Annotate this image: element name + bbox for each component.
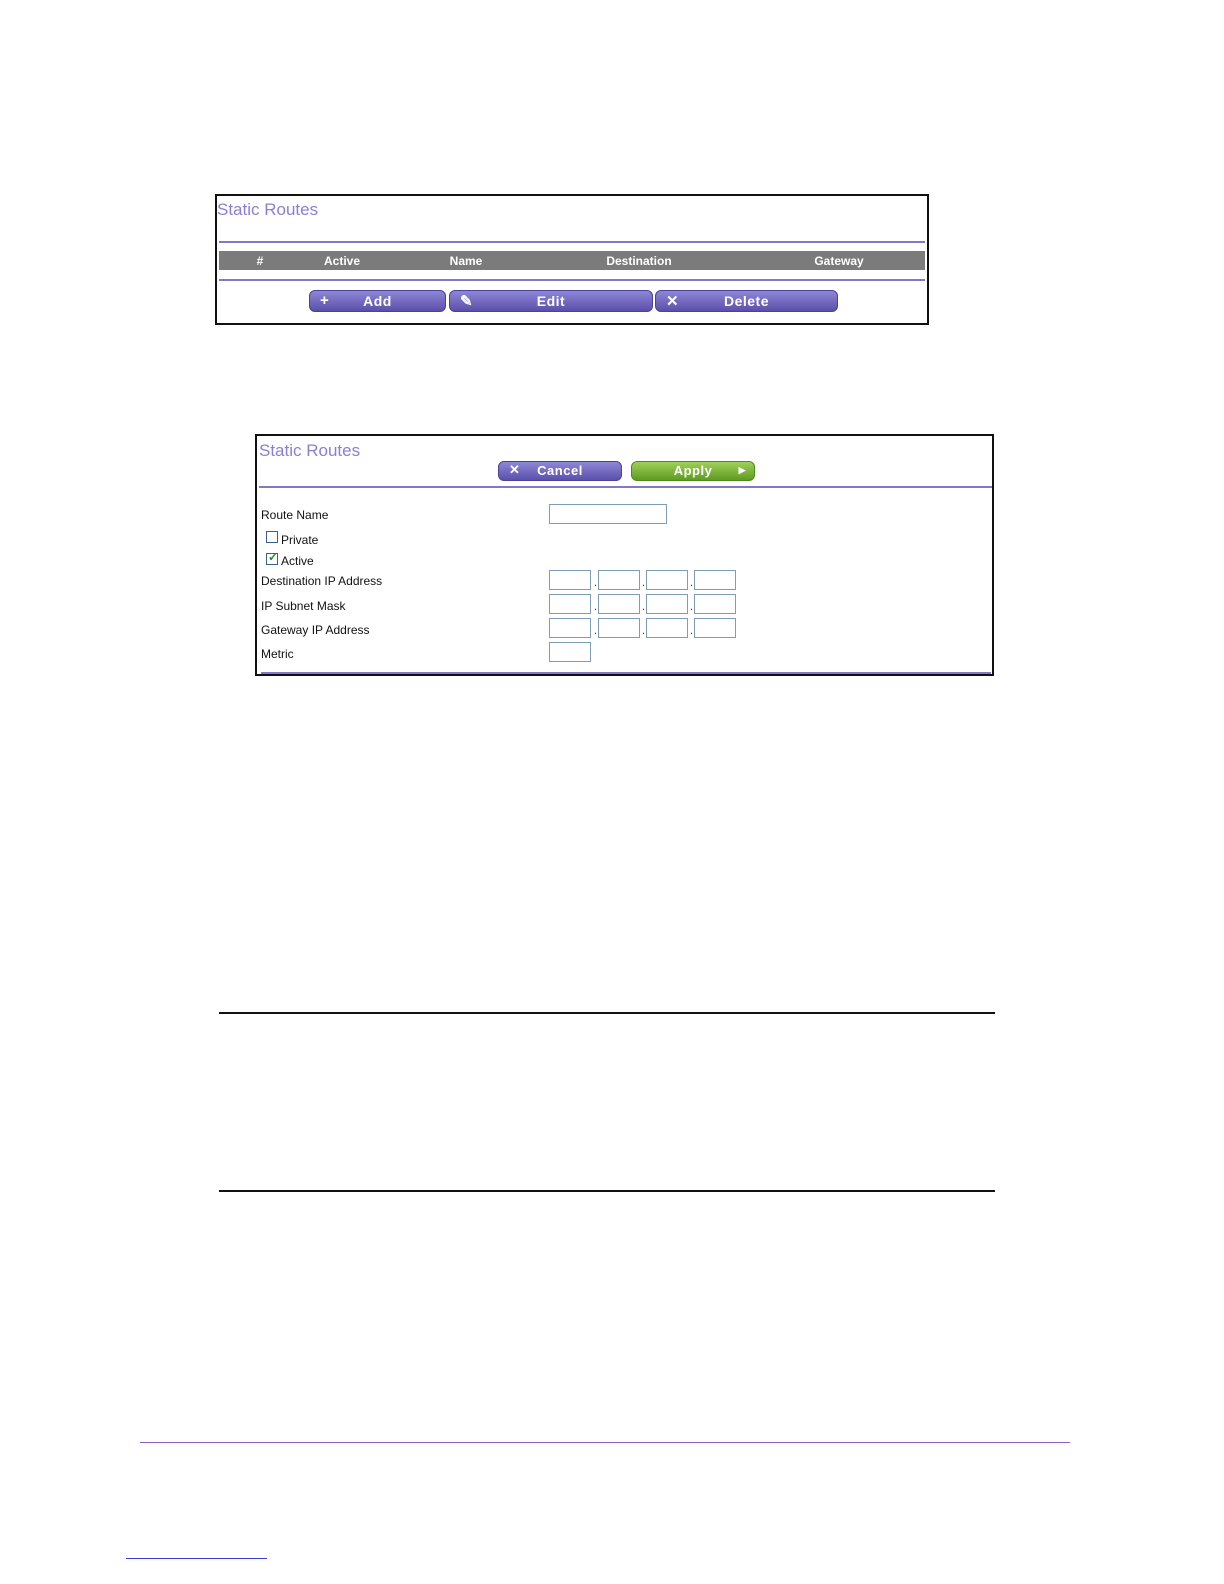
destination-ip-label: Destination IP Address [261,574,383,588]
delete-button[interactable] [655,290,838,312]
edit-button-label: Edit [536,293,566,309]
subnet-mask-octet-1[interactable] [549,594,591,614]
octet-separator: . [642,577,646,589]
destination-ip-octet-4[interactable] [694,570,736,590]
column-header-name: Name [449,254,483,268]
octet-separator: . [594,577,598,589]
apply-button[interactable] [631,461,755,481]
footer-link-underline[interactable] [126,1558,267,1559]
table-header [219,251,925,270]
divider [261,672,991,674]
gateway-ip-octet-1[interactable] [549,618,591,638]
cancel-button[interactable] [498,461,622,481]
checkmark-icon: ✓ [268,550,279,564]
add-button[interactable] [309,290,446,312]
column-header-active: Active [323,254,361,268]
divider [219,241,925,243]
octet-separator: . [690,601,694,613]
note-bottom-rule [219,1190,995,1192]
gateway-ip-octet-2[interactable] [598,618,640,638]
panel-title: Static Routes [259,441,361,460]
edit-button[interactable] [449,290,653,312]
arrow-right-icon: ▶ [738,465,746,475]
gateway-ip-label: Gateway IP Address [261,623,370,637]
panel-title: Static Routes [217,200,319,219]
octet-separator: . [642,601,646,613]
destination-ip-octet-1[interactable] [549,570,591,590]
x-icon: ✕ [509,462,521,477]
divider [219,279,925,281]
apply-button-label: Apply [673,463,713,478]
active-label: Active [281,554,314,568]
footer-rule [140,1442,1070,1443]
cancel-button-label: Cancel [537,463,583,478]
subnet-mask-label: IP Subnet Mask [261,599,346,613]
subnet-mask-octet-2[interactable] [598,594,640,614]
metric-input[interactable] [549,642,591,662]
destination-ip-octet-2[interactable] [598,570,640,590]
add-button-label: Add [363,293,392,309]
divider [259,486,992,488]
metric-label: Metric [261,647,294,661]
octet-separator: . [594,625,598,637]
private-checkbox[interactable] [266,531,278,543]
pencil-icon: ✎ [460,293,474,310]
destination-ip-octet-3[interactable] [646,570,688,590]
column-header-gateway: Gateway [814,254,864,268]
octet-separator: . [690,625,694,637]
octet-separator: . [642,625,646,637]
gateway-ip-octet-3[interactable] [646,618,688,638]
gateway-ip-octet-4[interactable] [694,618,736,638]
x-icon: ✕ [666,293,680,310]
active-checkbox[interactable] [266,550,279,565]
plus-icon: + [320,292,330,309]
subnet-mask-octet-4[interactable] [694,594,736,614]
static-routes-list-panel [215,194,929,325]
delete-button-label: Delete [723,293,770,309]
static-routes-form-panel [255,434,994,676]
octet-separator: . [690,577,694,589]
route-name-input[interactable] [549,504,667,524]
column-header-destination: Destination [606,254,672,268]
note-top-rule [219,1012,995,1014]
column-header-number: # [256,254,264,268]
route-name-label: Route Name [261,508,329,522]
subnet-mask-octet-3[interactable] [646,594,688,614]
private-label: Private [281,533,319,547]
octet-separator: . [594,601,598,613]
